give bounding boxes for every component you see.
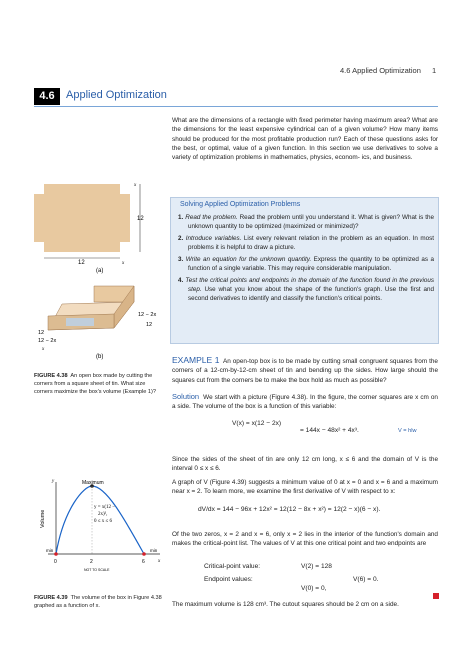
min-point-left: [54, 552, 58, 556]
step-4: 4. Test the critical points and endpoints in the domain of the function found in the previous step. Use what you know about the shape of the function's graph. Use the first and second derivatives to identify and classify the function's critical points.: [178, 277, 434, 302]
max-label: Maximum: [82, 480, 104, 486]
eq-volume-rhs: = 144x − 48x² + 4x³.: [300, 427, 359, 434]
ep-v6: V(6) = 0.: [353, 576, 379, 583]
curve-eq-1: y = x(12 −: [94, 505, 116, 510]
dim-12-left: 12: [38, 330, 45, 336]
page-number: 1: [432, 66, 437, 75]
intro-paragraph: What are the dimensions of a rectangle with fixed perimeter having maximum area? What are the dimensions for the least expensive cylindrical can of a given volume? How many items should be produced for the most profitable production run? Each of these questions asks for the best, or optimal, value of a given function. In this section we use derivatives to solve a variety of optimization problems in mathematics, physics, econom- ics, and business.: [172, 117, 438, 162]
section-number: 4.6: [34, 88, 60, 105]
dim-12-2x-left: 12 − 2x: [38, 338, 57, 344]
procedure-steps: [178, 213, 434, 303]
box-edge-highlight: [66, 318, 94, 326]
figure-4-38a: [34, 178, 164, 274]
dim-x-box: x: [42, 347, 45, 352]
dim-12-bottom: 12: [78, 260, 85, 266]
cp-label: Critical-point value:: [204, 563, 261, 570]
dim-12-2x-right: 12 − 2x: [138, 312, 157, 318]
scale-note: NOT TO SCALE: [84, 568, 110, 572]
example-label: EXAMPLE 1: [172, 355, 220, 365]
procedure-title: Solving Applied Optimization Problems: [180, 201, 301, 208]
eq-volume-note: V = hlw: [398, 428, 417, 434]
solution-label: Solution: [172, 392, 200, 401]
solution-paragraph: [172, 392, 438, 412]
ep-v0: V(0) = 0,: [301, 585, 327, 592]
corner-square-bl: [34, 242, 44, 252]
min-label-right: min: [150, 548, 158, 553]
paragraph-graph: A graph of V (Figure 4.39) suggests a minimum value of 0 at x = 0 and x = 6 and a maximum near x = 2. To learn more, we examine the first derivative of V with respect to x:: [172, 479, 438, 496]
paragraph-conclusion: The maximum volume is 128 cm³. The cutout squares should be 2 cm on a side.: [172, 601, 399, 608]
figure-label-b: (b): [96, 354, 104, 360]
min-label-left: min: [46, 548, 54, 553]
step-3: 3. Write an equation for the unknown quantity. Express the quantity to be optimized as a function of a single variable. This may require considerable manipulation.: [178, 256, 434, 272]
solution-text: We start with a picture (Figure 4.38). In the figure, the corner squares are x cm on a side. The volume of the box is a function of this variable:: [172, 394, 438, 411]
eq-derivative: dV/dx = 144 − 96x + 12x² = 12(12 − 8x + x²) = 12(2 − x)(6 − x).: [198, 506, 381, 513]
volume-label: Volume: [40, 509, 46, 528]
x-tick-2: 2: [90, 559, 93, 565]
curve-eq-3: 0 ≤ x ≤ 6: [94, 519, 112, 524]
dim-x-bottom: x: [122, 261, 125, 266]
dim-12-side: 12: [137, 216, 144, 222]
step-2: 2. Introduce variables. List every relevant relation in the problem as an equation. In most problems it is helpful to draw a picture.: [178, 235, 434, 251]
x-tick-6: 6: [142, 559, 145, 565]
figure-4-39: [34, 478, 166, 582]
figure-label-a: (a): [96, 268, 104, 274]
cp-value: V(2) = 128: [301, 563, 332, 570]
paragraph-critical: Of the two zeros, x = 2 and x = 6, only x = 2 lies in the interior of the function's domain and makes the critical-point list. The values of V at this one critical point and two endpoints are: [172, 531, 438, 548]
dim-12-right: 12: [146, 322, 153, 328]
ep-label: Endpoint values:: [204, 576, 253, 583]
x-tick-0: 0: [54, 559, 57, 565]
x-axis-label: x: [158, 559, 161, 564]
corner-square-br: [120, 242, 130, 252]
corner-square-tr: [120, 184, 130, 194]
figure-4-38-caption: FIGURE 4.38 An open box made by cutting the corners from a square sheet of tin. What size corners maximize the box's volume (Example 1)?: [34, 373, 157, 395]
y-axis-label: y: [52, 479, 55, 484]
tin-sheet: [34, 184, 130, 252]
eq-volume-lhs: V(x) = x(12 − 2x): [232, 420, 282, 427]
example-text: An open-top box is to be made by cutting small congruent squares from the corners of a 12-cm-by-12-cm sheet of tin and bending up the sides. How large should the squares cut from the corners be to make the box hold as much as possible?: [172, 358, 438, 384]
section-title: Applied Optimization: [66, 89, 167, 101]
dim-x-top: x: [134, 183, 137, 188]
corner-square-tl: [34, 184, 44, 194]
figure-4-38b: [34, 282, 168, 360]
example-1: [172, 356, 438, 385]
paragraph-domain: Since the sides of the sheet of tin are only 12 cm long, x ≤ 6 and the domain of V is the interval 0 ≤ x ≤ 6.: [172, 456, 438, 473]
min-point-right: [142, 552, 146, 556]
running-header: 4.6 Applied Optimization: [340, 66, 421, 75]
end-of-example-marker: [433, 593, 439, 599]
step-1: 1. Read the problem. Read the problem until you understand it. What is given? What is the unknown quantity to be optimized (maximized or minimized)?: [178, 214, 434, 230]
figure-4-39-caption: FIGURE 4.39 The volume of the box in Figure 4.38 graphed as a function of x.: [34, 595, 162, 609]
curve-eq-2: 2x)²,: [98, 512, 108, 517]
